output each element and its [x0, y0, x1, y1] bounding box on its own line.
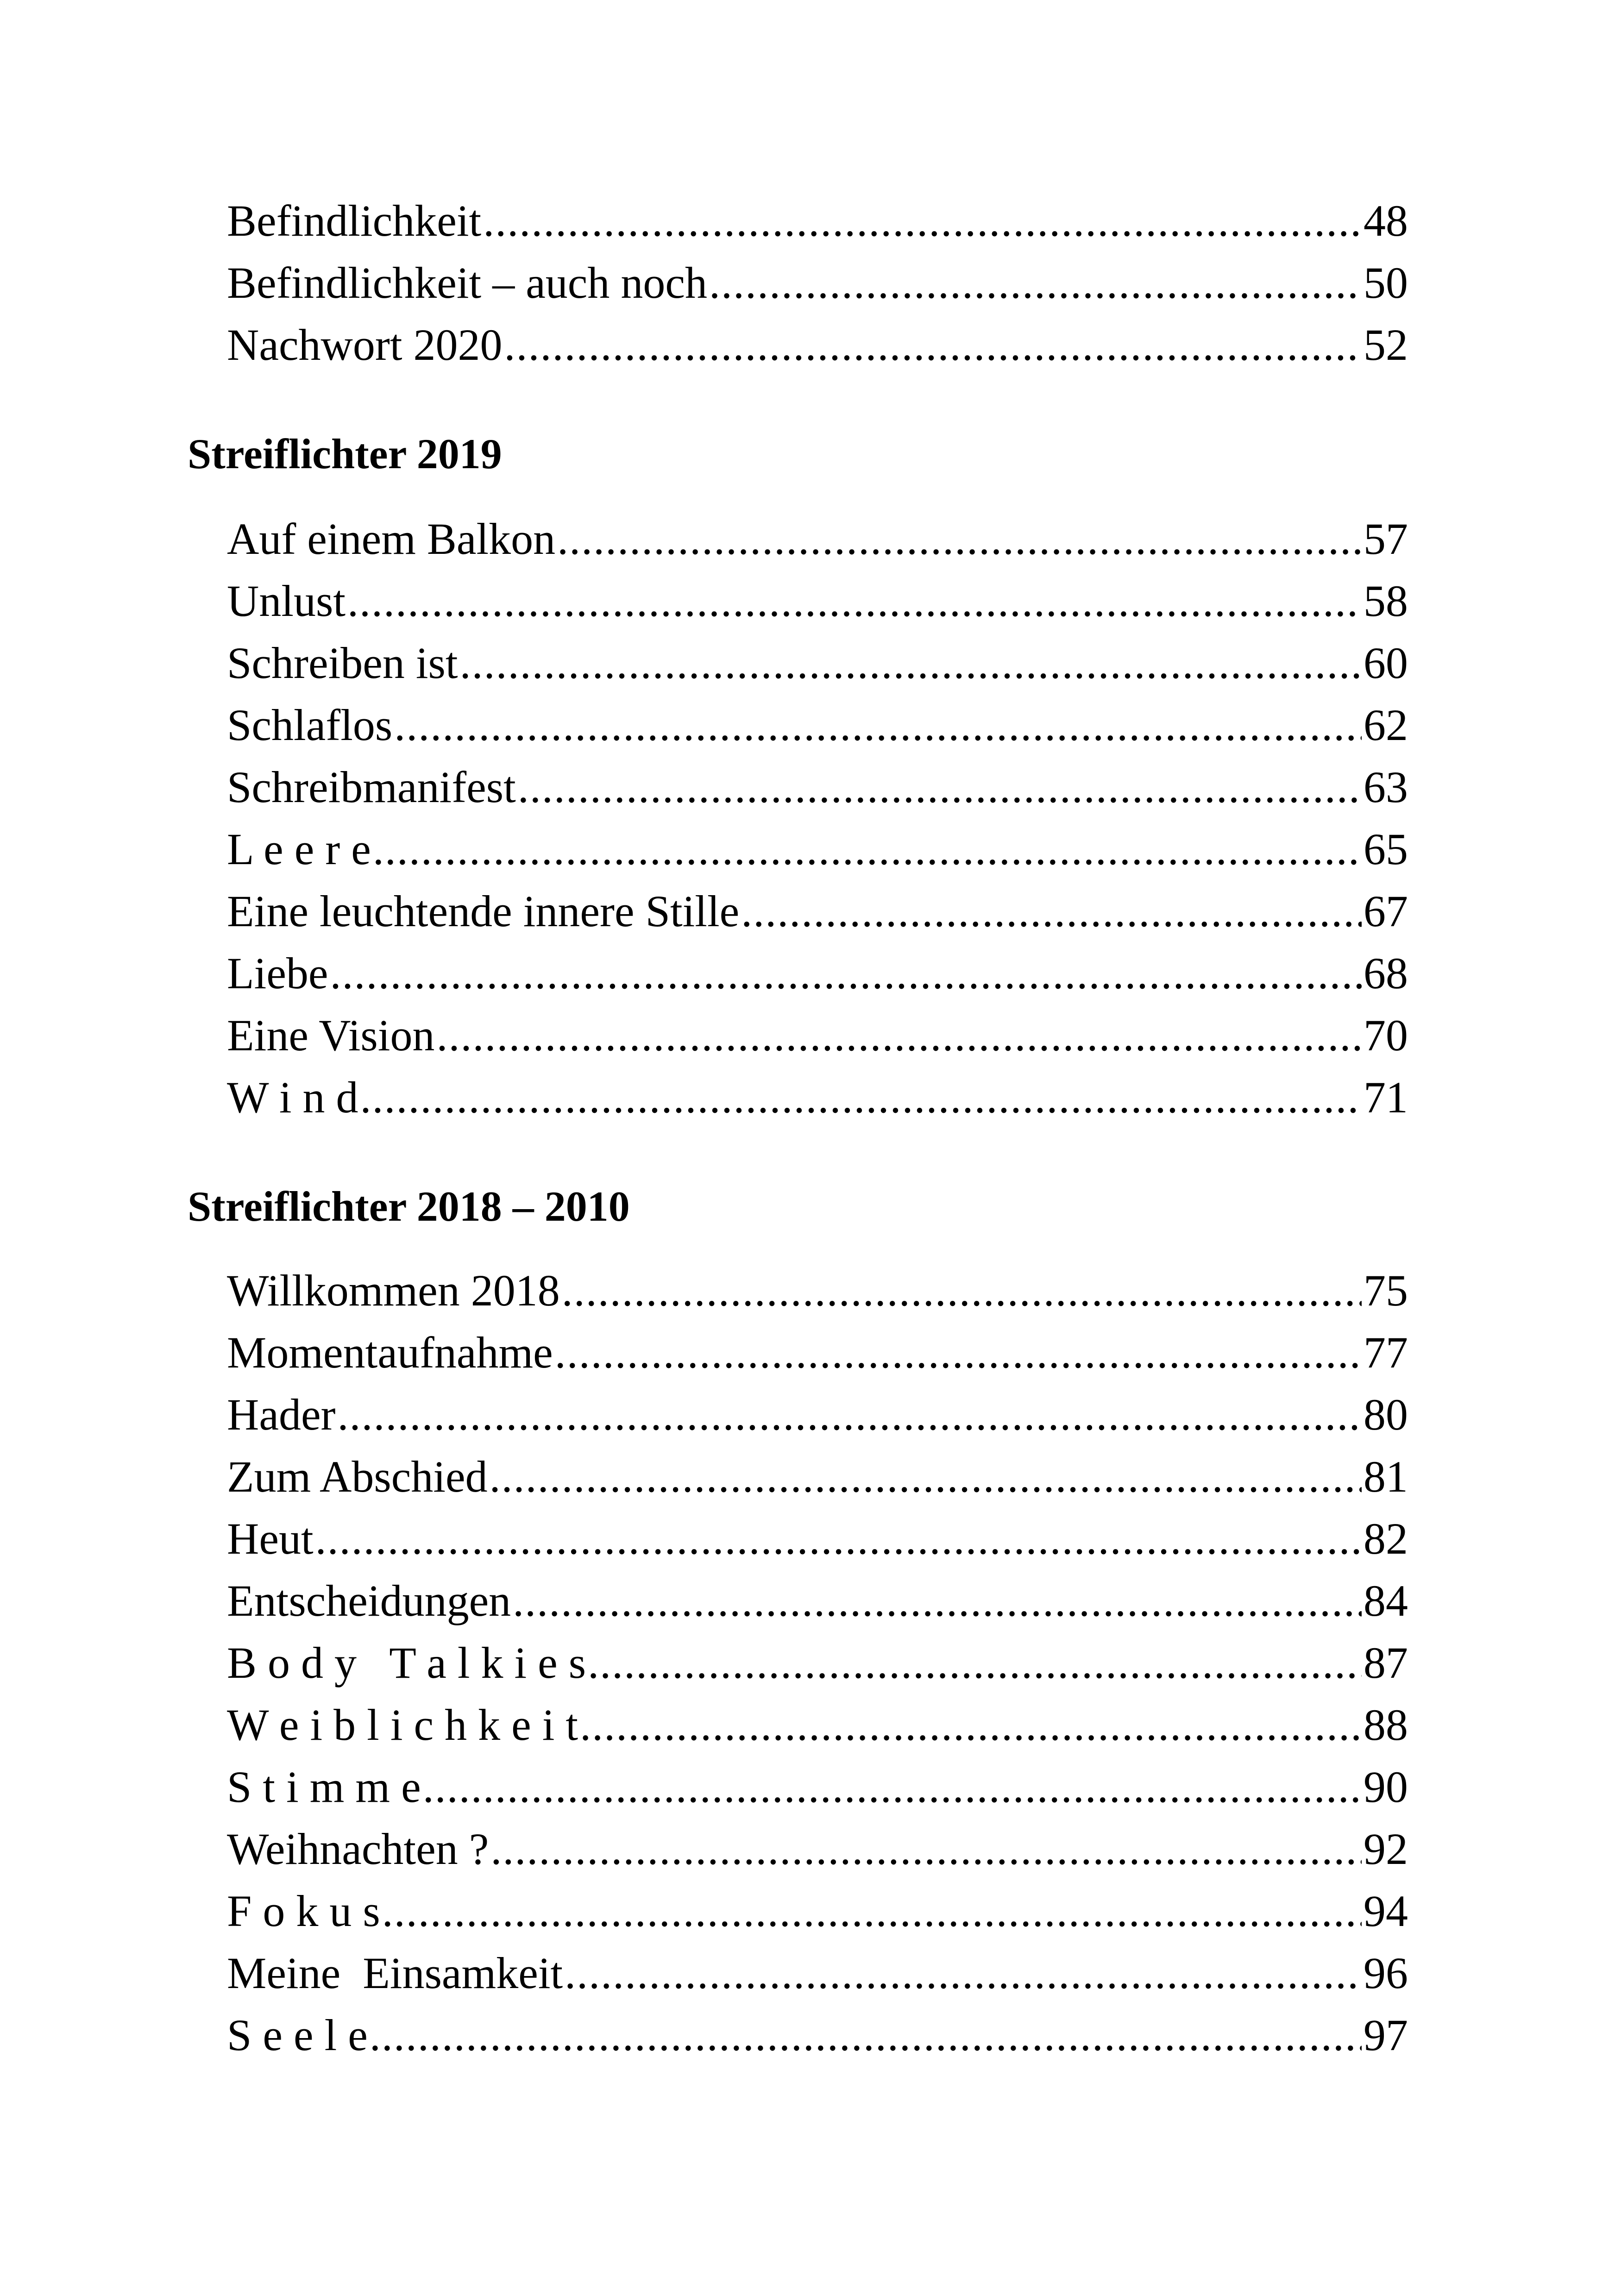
toc-entry	[227, 1446, 1408, 1508]
toc-leader-dots	[513, 1570, 1362, 1632]
toc-entry	[227, 2004, 1408, 2066]
toc-entry-page: 48	[1363, 196, 1408, 245]
toc-entry-title: Heut	[227, 1514, 314, 1563]
toc-list-2019	[227, 508, 1408, 1129]
toc-leader-dots	[330, 942, 1362, 1004]
toc-entry-page: 96	[1363, 1948, 1408, 1998]
toc-leader-dots	[360, 1066, 1362, 1129]
toc-entry-title: S t i m m e	[227, 1762, 421, 1812]
toc-leader-dots	[588, 1632, 1362, 1694]
toc-entry-title: L e e r e	[227, 824, 371, 874]
toc-entry-page: 88	[1363, 1700, 1408, 1750]
toc-leader-dots	[394, 694, 1362, 756]
toc-entry-page: 92	[1363, 1824, 1408, 1874]
toc-entry-page: 50	[1363, 258, 1408, 307]
toc-entry	[227, 694, 1408, 756]
toc-entry-page: 62	[1363, 700, 1408, 750]
toc-entry	[227, 314, 1408, 376]
toc-entry	[227, 570, 1408, 632]
toc-entry	[227, 756, 1408, 818]
toc-entry-page: 65	[1363, 824, 1408, 874]
toc-leader-dots	[490, 1446, 1362, 1508]
toc-entry-title: Meine Einsamkeit	[227, 1948, 563, 1998]
toc-entry	[227, 1880, 1408, 1942]
toc-entry	[227, 508, 1408, 570]
toc-leader-dots	[580, 1694, 1362, 1756]
toc-leader-dots	[338, 1384, 1362, 1446]
toc-entry	[227, 1818, 1408, 1880]
toc-entry	[227, 1942, 1408, 2004]
toc-leader-dots	[490, 1818, 1362, 1880]
toc-leader-dots	[436, 1004, 1362, 1066]
toc-entry-title: Momentaufnahme	[227, 1328, 553, 1377]
toc-leader-dots	[423, 1756, 1362, 1818]
toc-entry-title: F o k u s	[227, 1886, 380, 1936]
toc-entry-title: Zum Abschied	[227, 1452, 488, 1501]
toc-entry-title: Befindlichkeit – auch noch	[227, 258, 708, 307]
toc-entry	[227, 1004, 1408, 1066]
toc-entry-title: Auf einem Balkon	[227, 514, 556, 564]
toc-entry-title: Schlaflos	[227, 700, 393, 750]
toc-entry-page: 94	[1363, 1886, 1408, 1936]
section-heading-2018-2010: Streiflichter 2018 – 2010	[188, 1183, 630, 1230]
toc-entry-title: Weihnachten ?	[227, 1824, 489, 1874]
toc-leader-dots	[483, 190, 1362, 252]
toc-leader-dots	[373, 818, 1362, 880]
toc-entry	[227, 1632, 1408, 1694]
toc-leader-dots	[709, 252, 1362, 314]
toc-entry	[227, 190, 1408, 252]
toc-entry	[227, 632, 1408, 694]
toc-leader-dots	[555, 1322, 1362, 1384]
toc-leader-dots	[557, 508, 1362, 570]
toc-entry-page: 57	[1363, 514, 1408, 564]
toc-entry	[227, 818, 1408, 880]
toc-leader-dots	[741, 880, 1362, 942]
toc-entry	[227, 1260, 1408, 1322]
toc-entry-page: 70	[1363, 1010, 1408, 1060]
toc-leader-dots	[460, 632, 1362, 694]
toc-entry-title: W e i b l i c h k e i t	[227, 1700, 578, 1750]
toc-leader-dots	[347, 570, 1362, 632]
toc-entry	[227, 1066, 1408, 1129]
toc-list-2018-2010	[227, 1260, 1408, 2066]
toc-entry-page: 60	[1363, 638, 1408, 688]
toc-entry-title: Schreiben ist	[227, 638, 458, 688]
toc-entry	[227, 942, 1408, 1004]
toc-entry-page: 68	[1363, 948, 1408, 998]
toc-entry-title: Entscheidungen	[227, 1576, 511, 1625]
toc-entry	[227, 1570, 1408, 1632]
toc-entry-page: 87	[1363, 1638, 1408, 1687]
toc-entry-title: Befindlichkeit	[227, 196, 482, 245]
toc-leader-dots	[518, 756, 1362, 818]
toc-entry-page: 97	[1363, 2010, 1408, 2060]
toc-entry-page: 77	[1363, 1328, 1408, 1377]
toc-entry-page: 58	[1363, 576, 1408, 626]
toc-entry-title: Liebe	[227, 948, 328, 998]
toc-entry-page: 84	[1363, 1576, 1408, 1625]
toc-entry-title: Willkommen 2018	[227, 1266, 560, 1315]
toc-list-top	[227, 190, 1408, 376]
toc-entry	[227, 880, 1408, 942]
section-heading-2019: Streiflichter 2019	[188, 430, 502, 477]
toc-entry-page: 90	[1363, 1762, 1408, 1812]
toc-entry-title: Hader	[227, 1390, 336, 1439]
toc-entry	[227, 1322, 1408, 1384]
toc-entry-title: Eine Vision	[227, 1010, 435, 1060]
toc-entry-title: W i n d	[227, 1073, 358, 1122]
toc-leader-dots	[565, 1942, 1362, 2004]
toc-entry-title: Eine leuchtende innere Stille	[227, 886, 740, 936]
toc-leader-dots	[315, 1508, 1362, 1570]
toc-entry-title: Schreibmanifest	[227, 762, 516, 812]
toc-entry	[227, 1508, 1408, 1570]
toc-entry-page: 81	[1363, 1452, 1408, 1501]
toc-entry	[227, 1384, 1408, 1446]
toc-entry-page: 75	[1363, 1266, 1408, 1315]
toc-leader-dots	[562, 1260, 1362, 1322]
toc-leader-dots	[504, 314, 1362, 376]
toc-entry	[227, 252, 1408, 314]
toc-entry-page: 52	[1363, 320, 1408, 370]
toc-entry-title: Nachwort 2020	[227, 320, 503, 370]
toc-entry-title: B o d y T a l k i e s	[227, 1638, 586, 1687]
toc-entry-page: 67	[1363, 886, 1408, 936]
toc-entry-page: 80	[1363, 1390, 1408, 1439]
toc-entry-title: Unlust	[227, 576, 346, 626]
toc-entry	[227, 1756, 1408, 1818]
toc-entry-page: 71	[1363, 1073, 1408, 1122]
toc-entry-page: 82	[1363, 1514, 1408, 1563]
toc-entry-title: S e e l e	[227, 2010, 368, 2060]
toc-entry	[227, 1694, 1408, 1756]
toc-leader-dots	[370, 2004, 1362, 2066]
toc-leader-dots	[382, 1880, 1362, 1942]
toc-entry-page: 63	[1363, 762, 1408, 812]
